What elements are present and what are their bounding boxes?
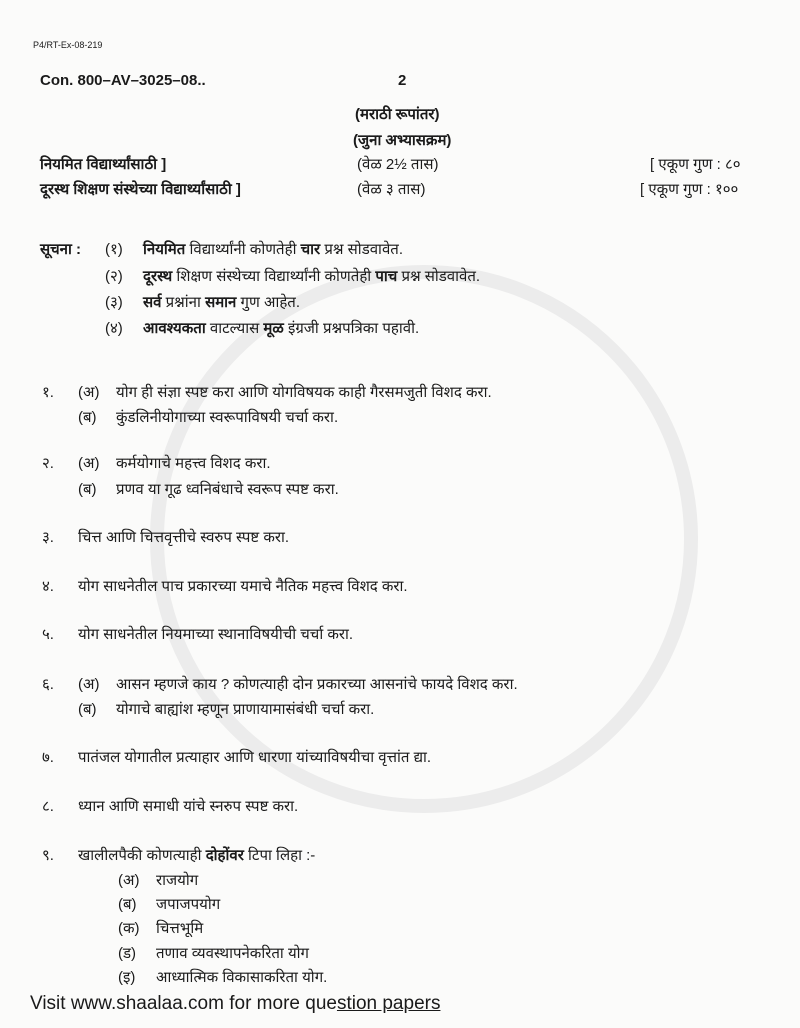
version-label: (मराठी रूपांतर) bbox=[355, 106, 440, 123]
regular-label: नियमित विद्यार्थ्यांसाठी ] bbox=[40, 156, 167, 173]
question-9: ९. खालीलपैकी कोणत्याही दोहोंवर टिपा लिहा :- bbox=[42, 847, 316, 864]
distance-time: (वेळ ३ तास) bbox=[357, 181, 426, 198]
regular-time: (वेळ 2½ तास) bbox=[357, 156, 439, 173]
instruction-item: (४) आवश्यकता वाटल्यास मूळ इंग्रजी प्रश्नपत्रिका पहावी. bbox=[105, 320, 420, 337]
instructions-label: सूचना : bbox=[40, 241, 82, 258]
question-9-item: (इ) आध्यात्मिक विकासाकरिता योग. bbox=[118, 969, 328, 986]
question-2b: (ब) प्रणव या गूढ ध्वनिबंधाचे स्वरूप स्पष्ट करा. bbox=[78, 481, 339, 498]
question-2a: २. (अ) कर्मयोगाचे महत्त्व विशद करा. bbox=[42, 455, 271, 472]
distance-label: दूरस्थ शिक्षण संस्थेच्या विद्यार्थ्यांसाठी ] bbox=[40, 181, 241, 198]
instruction-item: (२) दूरस्थ शिक्षण संस्थेच्या विद्यार्थ्यांनी कोणतेही पाच प्रश्न सोडवावेत. bbox=[105, 268, 481, 285]
question-6b: (ब) योगाचे बाह्यांश म्हणून प्राणायामासंबंधी चर्चा करा. bbox=[78, 701, 375, 718]
question-3: ३. चित्त आणि चित्तवृत्तीचे स्वरुप स्पष्ट करा. bbox=[42, 529, 290, 546]
question-6a: ६. (अ) आसन म्हणजे काय ? कोणत्याही दोन प्रकारच्या आसनांचे फायदे विशद करा. bbox=[42, 676, 518, 693]
question-9-item: (क) चित्तभूमि bbox=[118, 920, 204, 937]
distance-marks: [ एकूण गुण : १०० bbox=[640, 181, 739, 198]
con-number: Con. 800–AV–3025–08.. bbox=[40, 72, 206, 89]
question-1a: १. (अ) योग ही संज्ञा स्पष्ट करा आणि योगविषयक काही गैरसमजुती विशद करा. bbox=[42, 384, 492, 401]
question-7: ७. पातंजल योगातील प्रत्याहार आणि धारणा यांच्याविषयीचा वृत्तांत द्या. bbox=[42, 749, 432, 766]
question-9-item: (ब) जपाजपयोग bbox=[118, 896, 221, 913]
instruction-item: (३) सर्व प्रश्नांना समान गुण आहेत. bbox=[105, 294, 301, 311]
instruction-item: (१) नियमित विद्यार्थ्यांनी कोणतेही चार प्रश्न सोडवावेत. bbox=[105, 241, 403, 258]
footer-link[interactable]: Visit www.shaalaa.com for more question papers bbox=[30, 993, 441, 1014]
question-4: ४. योग साधनेतील पाच प्रकारच्या यमाचे नैतिक महत्त्व विशद करा. bbox=[42, 578, 408, 595]
question-5: ५. योग साधनेतील नियमाच्या स्थानाविषयीची चर्चा करा. bbox=[42, 626, 354, 643]
question-9-item: (अ) राजयोग bbox=[118, 872, 199, 889]
question-1b: (ब) कुंडलिनीयोगाच्या स्वरूपाविषयी चर्चा करा. bbox=[78, 409, 339, 426]
question-9-item: (ड) तणाव व्यवस्थापनेकरिता योग bbox=[118, 945, 309, 962]
syllabus-label: (जुना अभ्यासक्रम) bbox=[353, 132, 452, 149]
page-number: 2 bbox=[398, 72, 407, 89]
question-8: ८. ध्यान आणि समाधी यांचे स्नरुप स्पष्ट करा. bbox=[42, 798, 299, 815]
paper-code: P4/RT-Ex-08-219 bbox=[33, 40, 103, 50]
regular-marks: [ एकूण गुण : ८० bbox=[650, 156, 741, 173]
